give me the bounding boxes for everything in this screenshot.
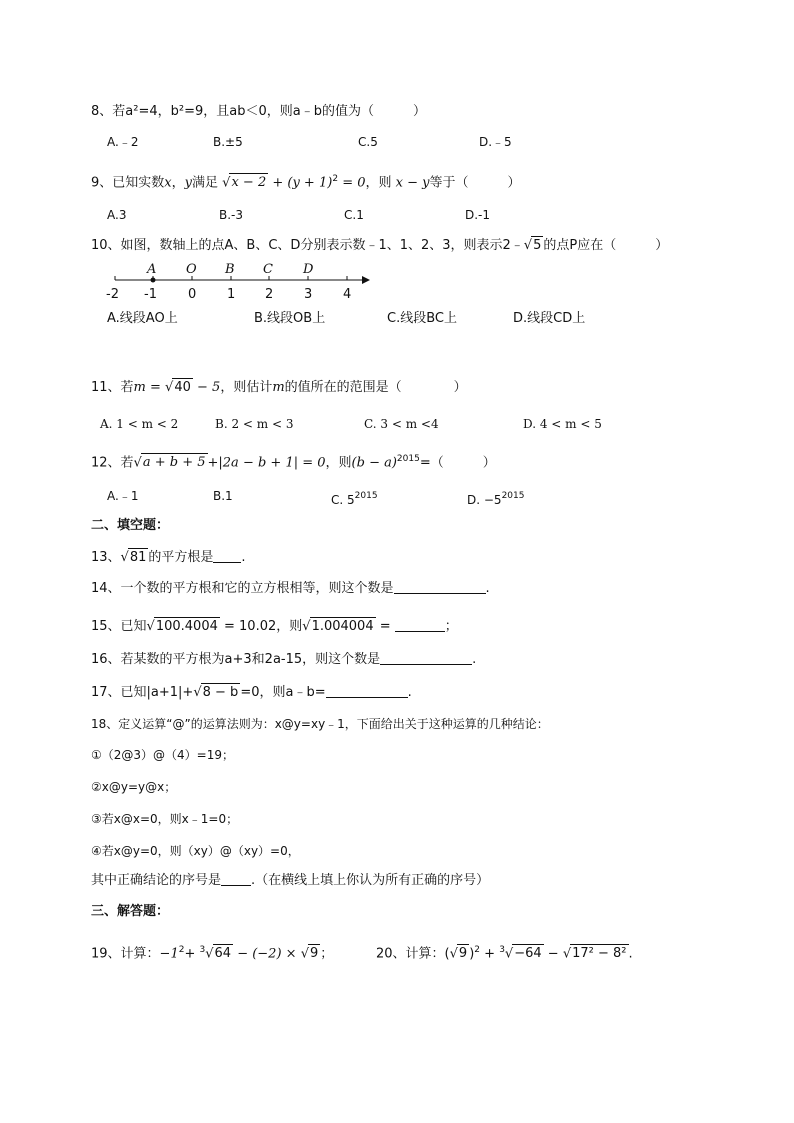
- q10-stem: 10、如图，数轴上的点A、B、C、D分别表示数﹣1、1、2、3，则表示2﹣√5 的点P应在（ ）: [91, 238, 669, 253]
- tick-label: -2: [106, 287, 119, 302]
- q13: 13、√81 的平方根是 .: [91, 550, 246, 565]
- q8-option-d: D.﹣5: [479, 135, 512, 149]
- q11-option-b: B. 2 < m < 3: [215, 417, 294, 431]
- q12-stem: 12、若√a + b + 5 +|2a − b + 1| = 0，则$(b - a)^{2015}=$（ ）: [91, 454, 496, 471]
- q12-option-a: A.﹣1: [107, 489, 139, 503]
- q9-option-a: A.3: [107, 208, 127, 222]
- point-label-b: B: [225, 262, 235, 277]
- q18-stem: 18、定义运算“@”的运算法则为：x@y=xy﹣1，下面给出关于这种运算的几种结论：: [91, 717, 549, 731]
- q18-item-3: ③若x@x=0，则x﹣1=0；: [91, 812, 239, 826]
- section-2-heading: 二、填空题：: [91, 518, 170, 533]
- q18-item-4: ④若x@y=0，则（xy）@（xy）=0，: [91, 844, 300, 858]
- q11-option-d: D. 4 < m < 5: [523, 417, 602, 431]
- point-a-dot: [151, 278, 156, 283]
- q15: 15、已知√100.4004 = 10.02，则√1.004004 = ；: [91, 619, 458, 634]
- section-3-heading: 三、解答题：: [91, 904, 170, 919]
- q10-option-c: C.线段BC上: [387, 311, 457, 326]
- q12-option-d: D. $-5^{2015}$: [467, 491, 525, 507]
- point-label-d: D: [303, 262, 314, 277]
- q10-option-a: A.线段AO上: [107, 311, 178, 326]
- q18-tail: 其中正确结论的序号是 .（在横线上填上你认为所有正确的序号）: [91, 873, 490, 888]
- number-line: [100, 260, 380, 305]
- q17: 17、已知|a+1|+√8 − b =0，则a﹣b= .: [91, 685, 412, 700]
- point-label-o: O: [186, 262, 197, 277]
- q14: 14、一个数的平方根和它的立方根相等，则这个数是 .: [91, 581, 490, 596]
- q11-option-a: A. 1 < m < 2: [100, 417, 179, 431]
- tick-label: 3: [304, 287, 313, 302]
- q8-option-c: C.5: [358, 135, 378, 149]
- q10-option-b: B.线段OB上: [254, 311, 326, 326]
- q16: 16、若某数的平方根为a+3和2a-15，则这个数是 .: [91, 652, 477, 667]
- q19: 19、计算：$-1^2+ ^3√64 - (-2) \times √9$ ；: [91, 945, 334, 962]
- q8-option-a: A.﹣2: [107, 135, 139, 149]
- q11-option-c: C. 3 < m <4: [364, 417, 439, 431]
- q8-option-b: B.±5: [213, 135, 243, 149]
- q10-option-d: D.线段CD上: [513, 311, 586, 326]
- tick-label: 0: [188, 287, 197, 302]
- tick-label: 1: [227, 287, 236, 302]
- q9-option-d: D.-1: [465, 208, 491, 222]
- q12-option-b: B.1: [213, 489, 233, 503]
- point-label-a: A: [147, 262, 157, 277]
- q18-item-1: ①（2@3）@（4）=19；: [91, 748, 234, 762]
- q9-option-c: C.1: [344, 208, 364, 222]
- point-label-c: C: [263, 262, 273, 277]
- tick-label: 2: [265, 287, 274, 302]
- q11-stem: 11、若m = √40 − 5，则估计m的值所在的范围是（ ）: [91, 380, 467, 395]
- q20: 20、计算：(√9 )$^2$ + $^3$√−64 − √17² − 8² .: [376, 945, 633, 962]
- tick-label: -1: [144, 287, 157, 302]
- q12-option-c: C. $5^{2015}$: [331, 491, 378, 507]
- q18-item-2: ②x@y=y@x；: [91, 780, 177, 794]
- tick-label: 4: [343, 287, 352, 302]
- q8-stem: 8、若a²=4，b²=9，且ab＜0，则a﹣b的值为（ ）: [91, 104, 426, 119]
- q9-option-b: B.-3: [219, 208, 244, 222]
- q9-stem: 9、已知实数x，y满足 $√x - 2 + (y + 1)^2 = 0$，则 x − y等于（ ）: [91, 174, 521, 191]
